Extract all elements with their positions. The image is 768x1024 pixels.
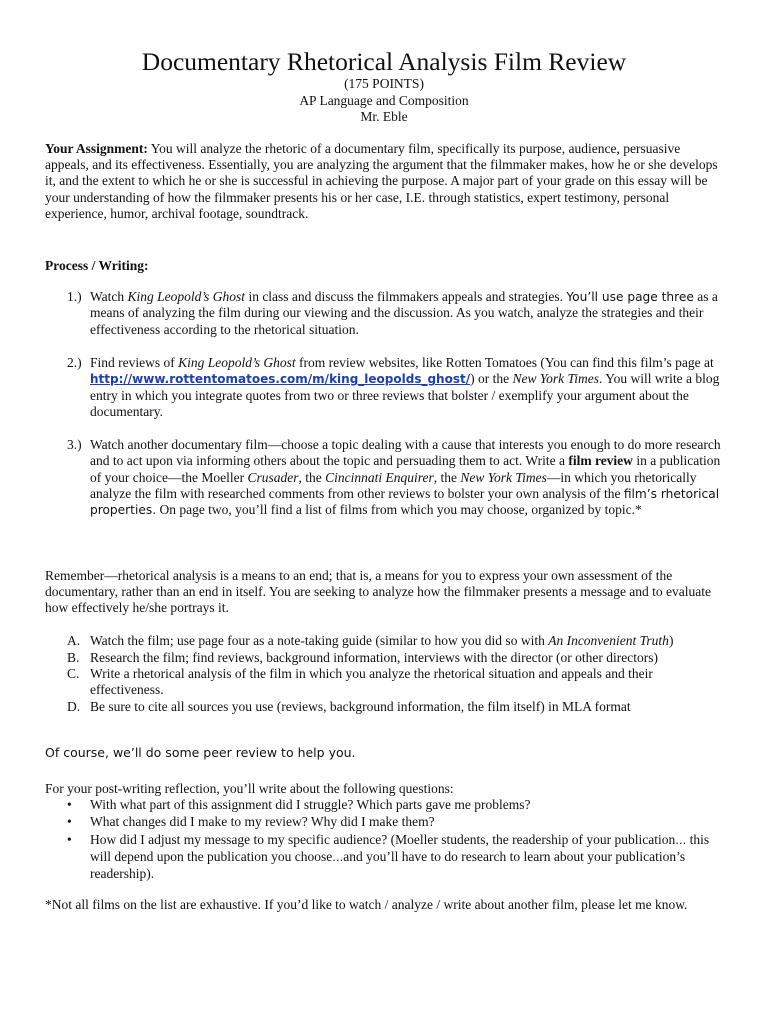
item-number: 1.) [67, 289, 82, 304]
step-letter: D. [67, 699, 81, 714]
item-text: Watch [90, 289, 128, 304]
item-text: ) or the [470, 371, 513, 387]
step-d [67, 699, 717, 715]
reflection-question-1 [67, 797, 717, 813]
film-review-emphasis: film review [568, 453, 633, 469]
publication-name: Cincinnati Enquirer [325, 469, 434, 485]
reflection-question-3 [67, 832, 717, 883]
rotten-tomatoes-link[interactable]: http://www.rottentomatoes.com/m/king_leopolds_ghost/ [90, 372, 471, 387]
item-text: You’ll use page three [566, 290, 694, 304]
step-text: Watch the film; use page four as a note-taking guide (similar to how you did so with [90, 633, 549, 648]
reflection-question-2 [67, 814, 717, 830]
item-text: On page two, you’ll find a list of films from which you may choose, organized by topic.* [156, 502, 642, 518]
reflection-intro: For your post-writing reflection, you’ll write about the following questions: [45, 781, 454, 796]
step-b [67, 650, 717, 666]
step-c [67, 666, 717, 698]
step-text: ) [668, 633, 674, 648]
assignment-label: Your Assignment: [45, 141, 148, 156]
step-letter: B. [67, 650, 80, 665]
process-heading: Process / Writing: [45, 258, 149, 273]
item-text: , the [433, 469, 461, 485]
publication-name: Crusader [247, 469, 299, 485]
step-letter: A. [67, 633, 81, 648]
item-number: 2.) [67, 355, 82, 370]
bullet-icon: • [67, 797, 72, 812]
item-text: Watch another documentary film—choose a topic dealing with a cause that interests you enough to do more research and to act upon via informing others about the topic and persuading them to act. Write a [90, 437, 721, 469]
item-text: in class and discuss the filmmakers appeals and strategies. [245, 289, 567, 304]
step-a [67, 633, 717, 649]
assignment-paragraph [45, 141, 725, 222]
step-text: Write a rhetorical analysis of the film in which you analyze the rhetorical situation and appeals and their effectiveness. [90, 666, 653, 698]
document-title: Documentary Rhetorical Analysis Film Review [141, 47, 627, 76]
film-title: King Leopold’s Ghost [178, 355, 296, 370]
footnote: *Not all films on the list are exhaustive. If you’d like to watch / analyze / write about another film, please let me know. [45, 897, 688, 912]
film-title: King Leopold’s Ghost [127, 289, 246, 304]
course-line: AP Language and Composition [299, 93, 469, 108]
question-text: With what part of this assignment did I struggle? Which parts gave me problems? [90, 797, 531, 812]
item-text: —in which you rhetorically analyze the film with researched comments from other reviews to bolster your own analysis of the [90, 469, 697, 501]
question-text: How did I adjust my message to my specific audience? (Moeller students, the readership of your publication [90, 832, 676, 847]
publication-name: New York Times [460, 469, 547, 485]
film-title: An Inconvenient Truth [548, 633, 669, 648]
item-text: film’s rhetorical properties. [90, 486, 720, 518]
question-text: and you’ll have to do research to learn about your publication’s readership). [90, 849, 686, 882]
teacher-line: Mr. Eble [360, 109, 408, 124]
remember-paragraph: Remember—rhetorical analysis is a means to an end; that is, a means for you to express your own assessment of the documentary, rather than an end in itself. You are seeking to analyze how the filmmaker presents a message and to evaluate how effectively he/she portrays it. [45, 568, 712, 616]
peer-review-note: Of course, we’ll do some peer review to help you. [45, 745, 356, 760]
step-text: Be sure to cite all sources you use (reviews, background information, the film itself) in MLA format [90, 699, 631, 714]
step-text: Research the film; find reviews, background information, interviews with the director (or other directors) [90, 650, 658, 665]
publication-name: New York Times [512, 371, 599, 387]
item-text: in a publication of your choice—the Moeller [90, 453, 721, 485]
question-text: this will depend upon the publication you choose [90, 832, 710, 865]
process-item-3 [67, 437, 723, 518]
item-text: Find reviews of [90, 355, 179, 370]
ellipsis: … [332, 851, 344, 865]
step-letter: C. [67, 666, 80, 681]
item-number: 3.) [67, 437, 82, 452]
points-line: (175 POINTS) [344, 76, 424, 91]
process-item-1 [67, 289, 723, 338]
item-text: . You will write a blog entry in which you integrate quotes from two or three reviews that bolster / exemplify your argument about the documentary. [90, 371, 720, 419]
assignment-text: You will analyze the rhetoric of a documentary film, specifically its purpose, audience, persuasive appeals, and its effectiveness. Essentially, you are analyzing the argument that the filmmaker makes, how he or she develops it, and the extent to which he or she is successful in achieving the purpose. A major part of your grade on this essay will be your understanding of how the filmmaker presents his or her case, I.E. through statistics, expert testimony, personal experience, humor, archival footage, soundtrack. [45, 141, 718, 221]
bullet-icon: • [67, 832, 72, 847]
item-text: as a means of analyzing the film during our viewing and the discussion. As you watch, analyze the strategies and their effectiveness according to the rhetorical situation. [90, 289, 718, 337]
question-text: What changes did I make to my review? Why did I make them? [90, 814, 435, 829]
process-item-2 [67, 355, 723, 420]
item-text: from review websites, like Rotten Tomatoes (You can find this film’s page at [295, 355, 714, 370]
ellipsis: … [675, 834, 687, 847]
bullet-icon: • [67, 814, 72, 829]
item-text: , the [298, 469, 326, 485]
